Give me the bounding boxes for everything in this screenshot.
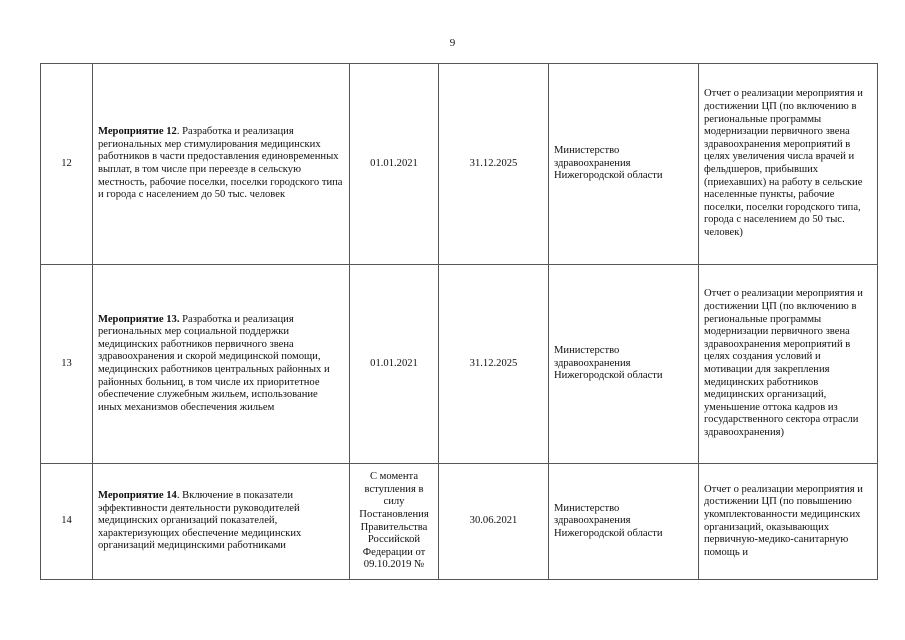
row-number: 14 <box>41 464 93 580</box>
result-description: Отчет о реализации мероприятия и достижении ЦП (по повышению укомплектованности медицинских организаций, оказывающих первичную-медико-санитарную помощь и <box>699 464 878 580</box>
activity-description <box>93 464 350 580</box>
activity-title: Мероприятие 14 <box>98 490 177 502</box>
result-description: Отчет о реализации мероприятия и достижении ЦП (по включению в региональные программы модернизации первичного звена здравоохранения мероприятий в целях увеличения числа врачей и фельдшеров, прибывших (приехавших) на работу в сельские населенные пункты, рабочие поселки, поселки городского типа, города с населением до 50 тыс. человек) <box>699 64 878 265</box>
start-date: 01.01.2021 <box>350 64 439 265</box>
table-row <box>41 265 878 464</box>
activity-text: . Включение в показатели эффективности деятельности руководителей медицинских организаций показателей, характеризующих обеспечение медицинских организаций медицинскими работниками <box>98 490 302 552</box>
row-number: 13 <box>41 265 93 464</box>
page-number: 9 <box>449 37 456 49</box>
end-date: 30.06.2021 <box>439 464 549 580</box>
table-row <box>41 64 878 265</box>
activity-title: Мероприятие 12 <box>98 126 177 138</box>
responsible-org: Министерство здравоохранения Нижегородской области <box>549 265 699 464</box>
table-row <box>41 464 878 580</box>
result-description: Отчет о реализации мероприятия и достижении ЦП (по включению в региональные программы модернизации первичного звена здравоохранения мероприятий в целях создания условий и мотивации для закрепления медицинских работников медицинских организаций, уменьшение оттока кадров из государственного сектора отрасли здравоохранения) <box>699 265 878 464</box>
activities-table <box>40 63 878 580</box>
activity-description <box>93 64 350 265</box>
responsible-org: Министерство здравоохранения Нижегородской области <box>549 464 699 580</box>
start-date: 01.01.2021 <box>350 265 439 464</box>
activity-description <box>93 265 350 464</box>
end-date: 31.12.2025 <box>439 64 549 265</box>
end-date: 31.12.2025 <box>439 265 549 464</box>
activity-title: Мероприятие 13. <box>98 313 180 325</box>
responsible-org: Министерство здравоохранения Нижегородской области <box>549 64 699 265</box>
start-date: С момента вступления в силу Постановления Правительства Российской Федерации от 09.10.2019 № <box>350 464 439 580</box>
row-number: 12 <box>41 64 93 265</box>
activity-text: Разработка и реализация региональных мер социальной поддержки медицинских работников первичного звена здравоохранения и скорой медицинской помощи, медицинских работников центральных районных и районных больниц, в том числе их приоритетное обеспечение служебным жильем, использование иных механизмов обеспечения жильем <box>98 313 330 413</box>
activity-text: . Разработка и реализация региональных мер стимулирования медицинских работников в части предоставления единовременных выплат, в том числе при переезде в сельскую местность, рабочие поселки, поселки городского типа и города с населением до 50 тыс. человек <box>98 126 343 201</box>
